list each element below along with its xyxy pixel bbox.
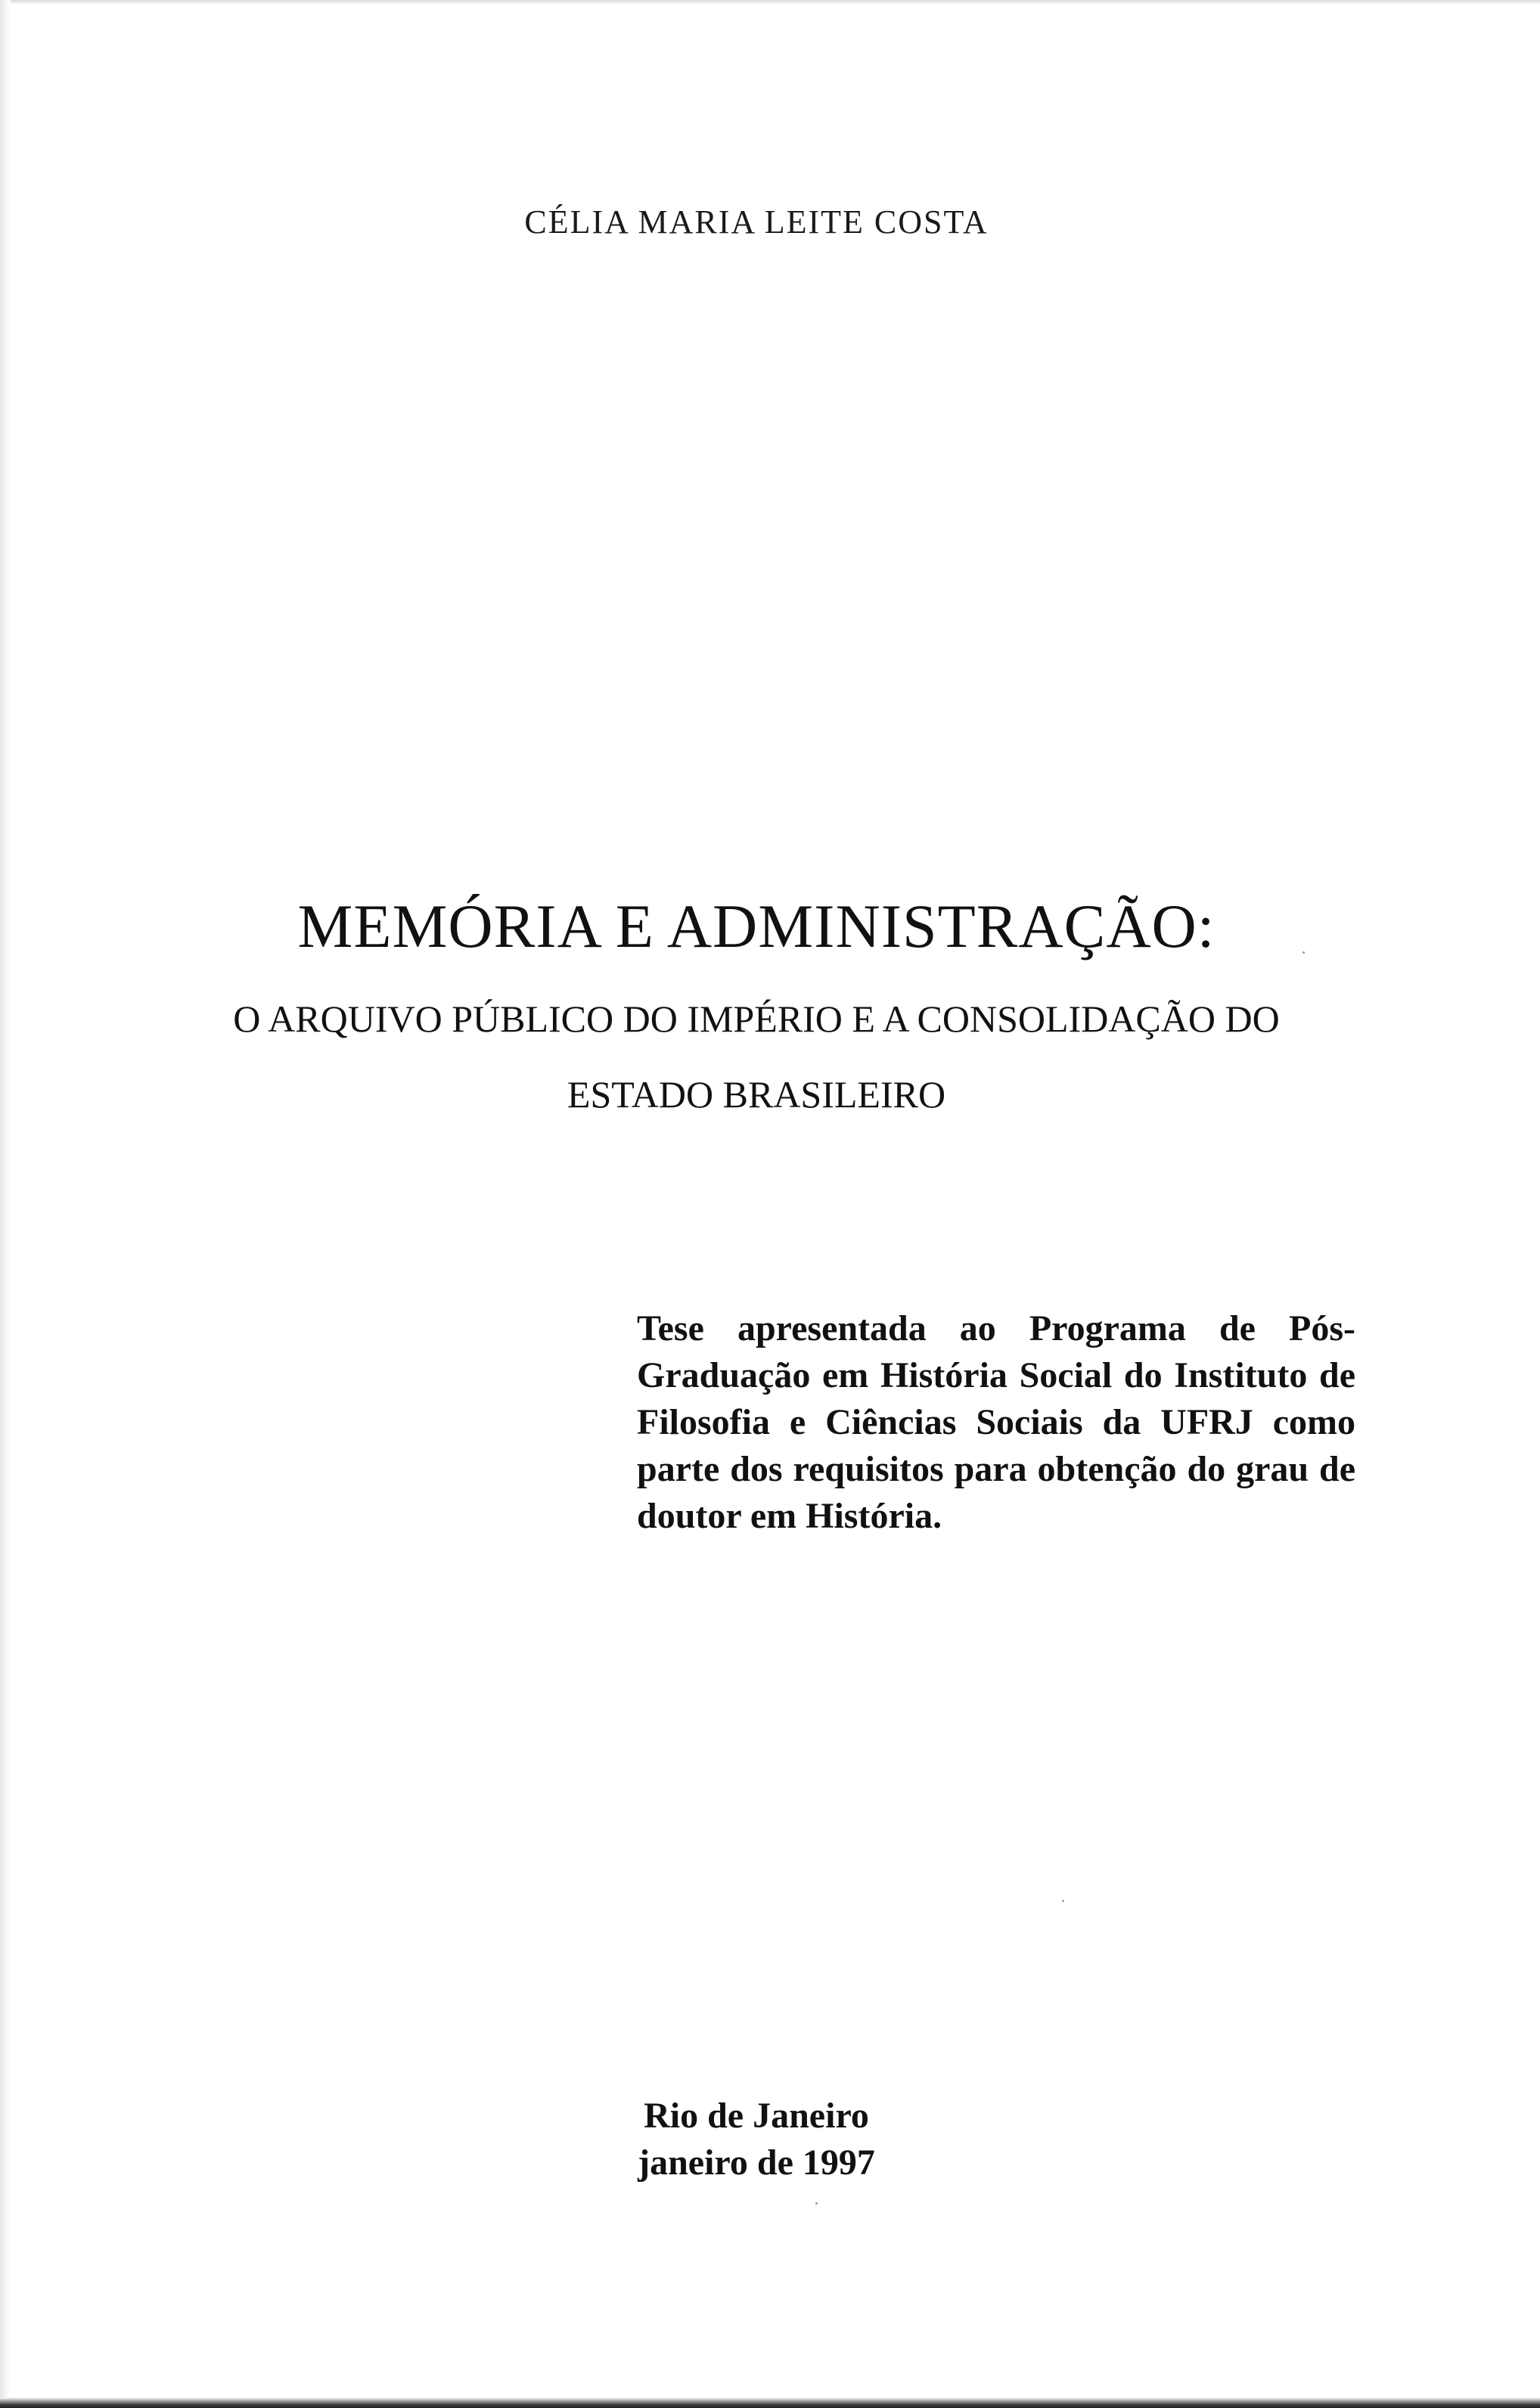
author-name: CÉLIA MARIA LEITE COSTA [524,203,989,240]
place-of-publication: Rio de Janeiro [644,2096,869,2136]
scan-edge-top [0,0,1540,5]
thesis-title: MEMÓRIA E ADMINISTRAÇÃO: [297,892,1216,960]
publication-date: janeiro de 1997 [638,2143,875,2183]
thesis-subtitle-line-2: ESTADO BRASILEIRO [567,1073,946,1116]
scan-edge-bottom [0,2397,1540,2408]
thesis-subtitle-line-1: O ARQUIVO PÚBLICO DO IMPÉRIO E A CONSOLIDAÇÃO DO [233,998,1280,1040]
scan-speck [1302,951,1305,954]
scan-speck [1062,1900,1064,1902]
scan-speck [815,2202,818,2205]
scan-edge-left [0,0,11,2408]
thesis-description: Tese apresentada ao Programa de Pós-Graduação em História Social do Instituto de Filosofia e Ciências Sociais da UFRJ como parte dos requisitos para obtenção do grau de doutor em História. [637,1308,1355,1536]
